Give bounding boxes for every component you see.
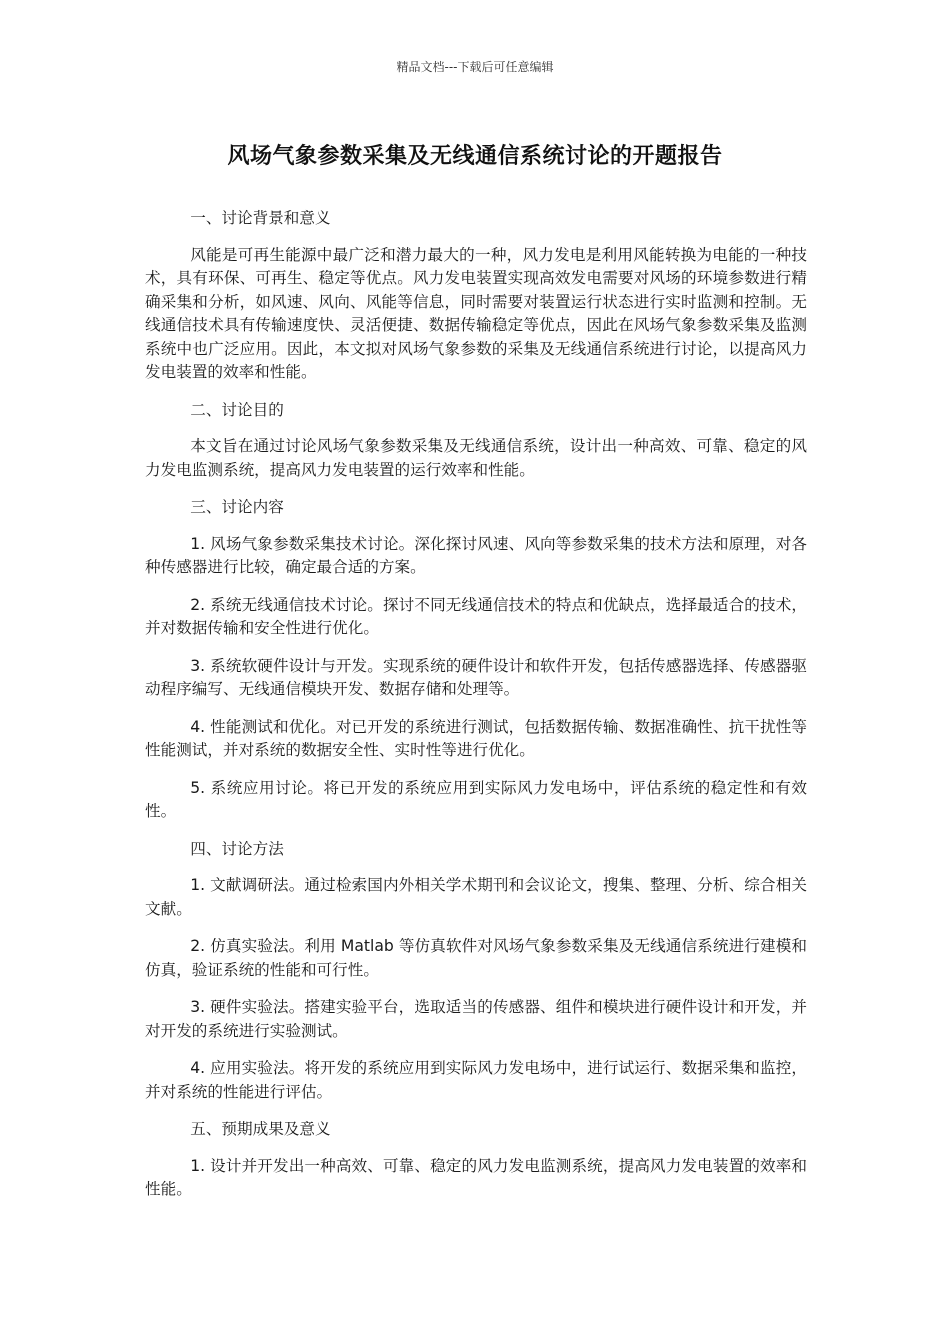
list-item-content-3: 3. 系统软硬件设计与开发。实现系统的硬件设计和软件开发，包括传感器选择、传感器驱动程序编写、无线通信模块开发、数据存储和处理等。 [145,656,807,698]
document-body [145,207,807,1216]
paragraph-background: 风能是可再生能源中最广泛和潜力最大的一种，风力发电是利用风能转换为电能的一种技术，具有环保、可再生、稳定等优点。风力发电装置实现高效发电需要对风场的环境参数进行精确采集和分析，如风速、风向、风能等信息，同时需要对装置运行状态进行实时监测和控制。无线通信技术具有传输速度快、灵活便捷、数据传输稳定等优点，因此在风场气象参数采集及监测系统中也广泛应用。因此，本文拟对风场气象参数的采集及无线通信系统进行讨论，以提高风力发电装置的效率和性能。 [145,245,807,381]
document-title: 风场气象参数采集及无线通信系统讨论的开题报告 [227,144,723,169]
list-item-method-3: 3. 硬件实验法。搭建实验平台，选取适当的传感器、组件和模块进行硬件设计和开发，并对开发的系统进行实验测试。 [145,998,807,1040]
list-item-content-4: 4. 性能测试和优化。对已开发的系统进行测试，包括数据传输、数据准确性、抗干扰性等性能测试，并对系统的数据安全性、实时性等进行优化。 [145,717,807,759]
section-heading-purpose: 二、讨论目的 [190,400,284,419]
list-item-method-2: 2. 仿真实验法。利用 Matlab 等仿真软件对风场气象参数采集及无线通信系统进行建模和仿真，验证系统的性能和可行性。 [145,937,807,979]
paragraph-purpose: 本文旨在通过讨论风场气象参数采集及无线通信系统，设计出一种高效、可靠、稳定的风力发电监测系统，提高风力发电装置的运行效率和性能。 [145,437,807,479]
section-heading-outcomes: 五、预期成果及意义 [190,1120,331,1138]
list-item-outcome-1: 1. 设计并开发出一种高效、可靠、稳定的风力发电监测系统，提高风力发电装置的效率和性能。 [145,1156,807,1198]
page-header: 精品文档---下载后可任意编辑 [396,60,554,74]
list-item-content-1: 1. 风场气象参数采集技术讨论。深化探讨风速、风向等参数采集的技术方法和原理，对各种传感器进行比较，确定最合适的方案。 [145,534,807,576]
list-item-method-4: 4. 应用实验法。将开发的系统应用到实际风力发电场中，进行试运行、数据采集和监控，并对系统的性能进行评估。 [145,1059,807,1101]
section-heading-methods: 四、讨论方法 [190,839,284,858]
section-heading-content: 三、讨论内容 [190,498,284,516]
list-item-content-2: 2. 系统无线通信技术讨论。探讨不同无线通信技术的特点和优缺点，选择最适合的技术，并对数据传输和安全性进行优化。 [145,595,807,637]
list-item-method-1: 1. 文献调研法。通过检索国内外相关学术期刊和会议论文，搜集、整理、分析、综合相关文献。 [145,876,807,918]
list-item-content-5: 5. 系统应用讨论。将已开发的系统应用到实际风力发电场中，评估系统的稳定性和有效性。 [145,778,807,820]
section-heading-background: 一、讨论背景和意义 [190,209,331,227]
